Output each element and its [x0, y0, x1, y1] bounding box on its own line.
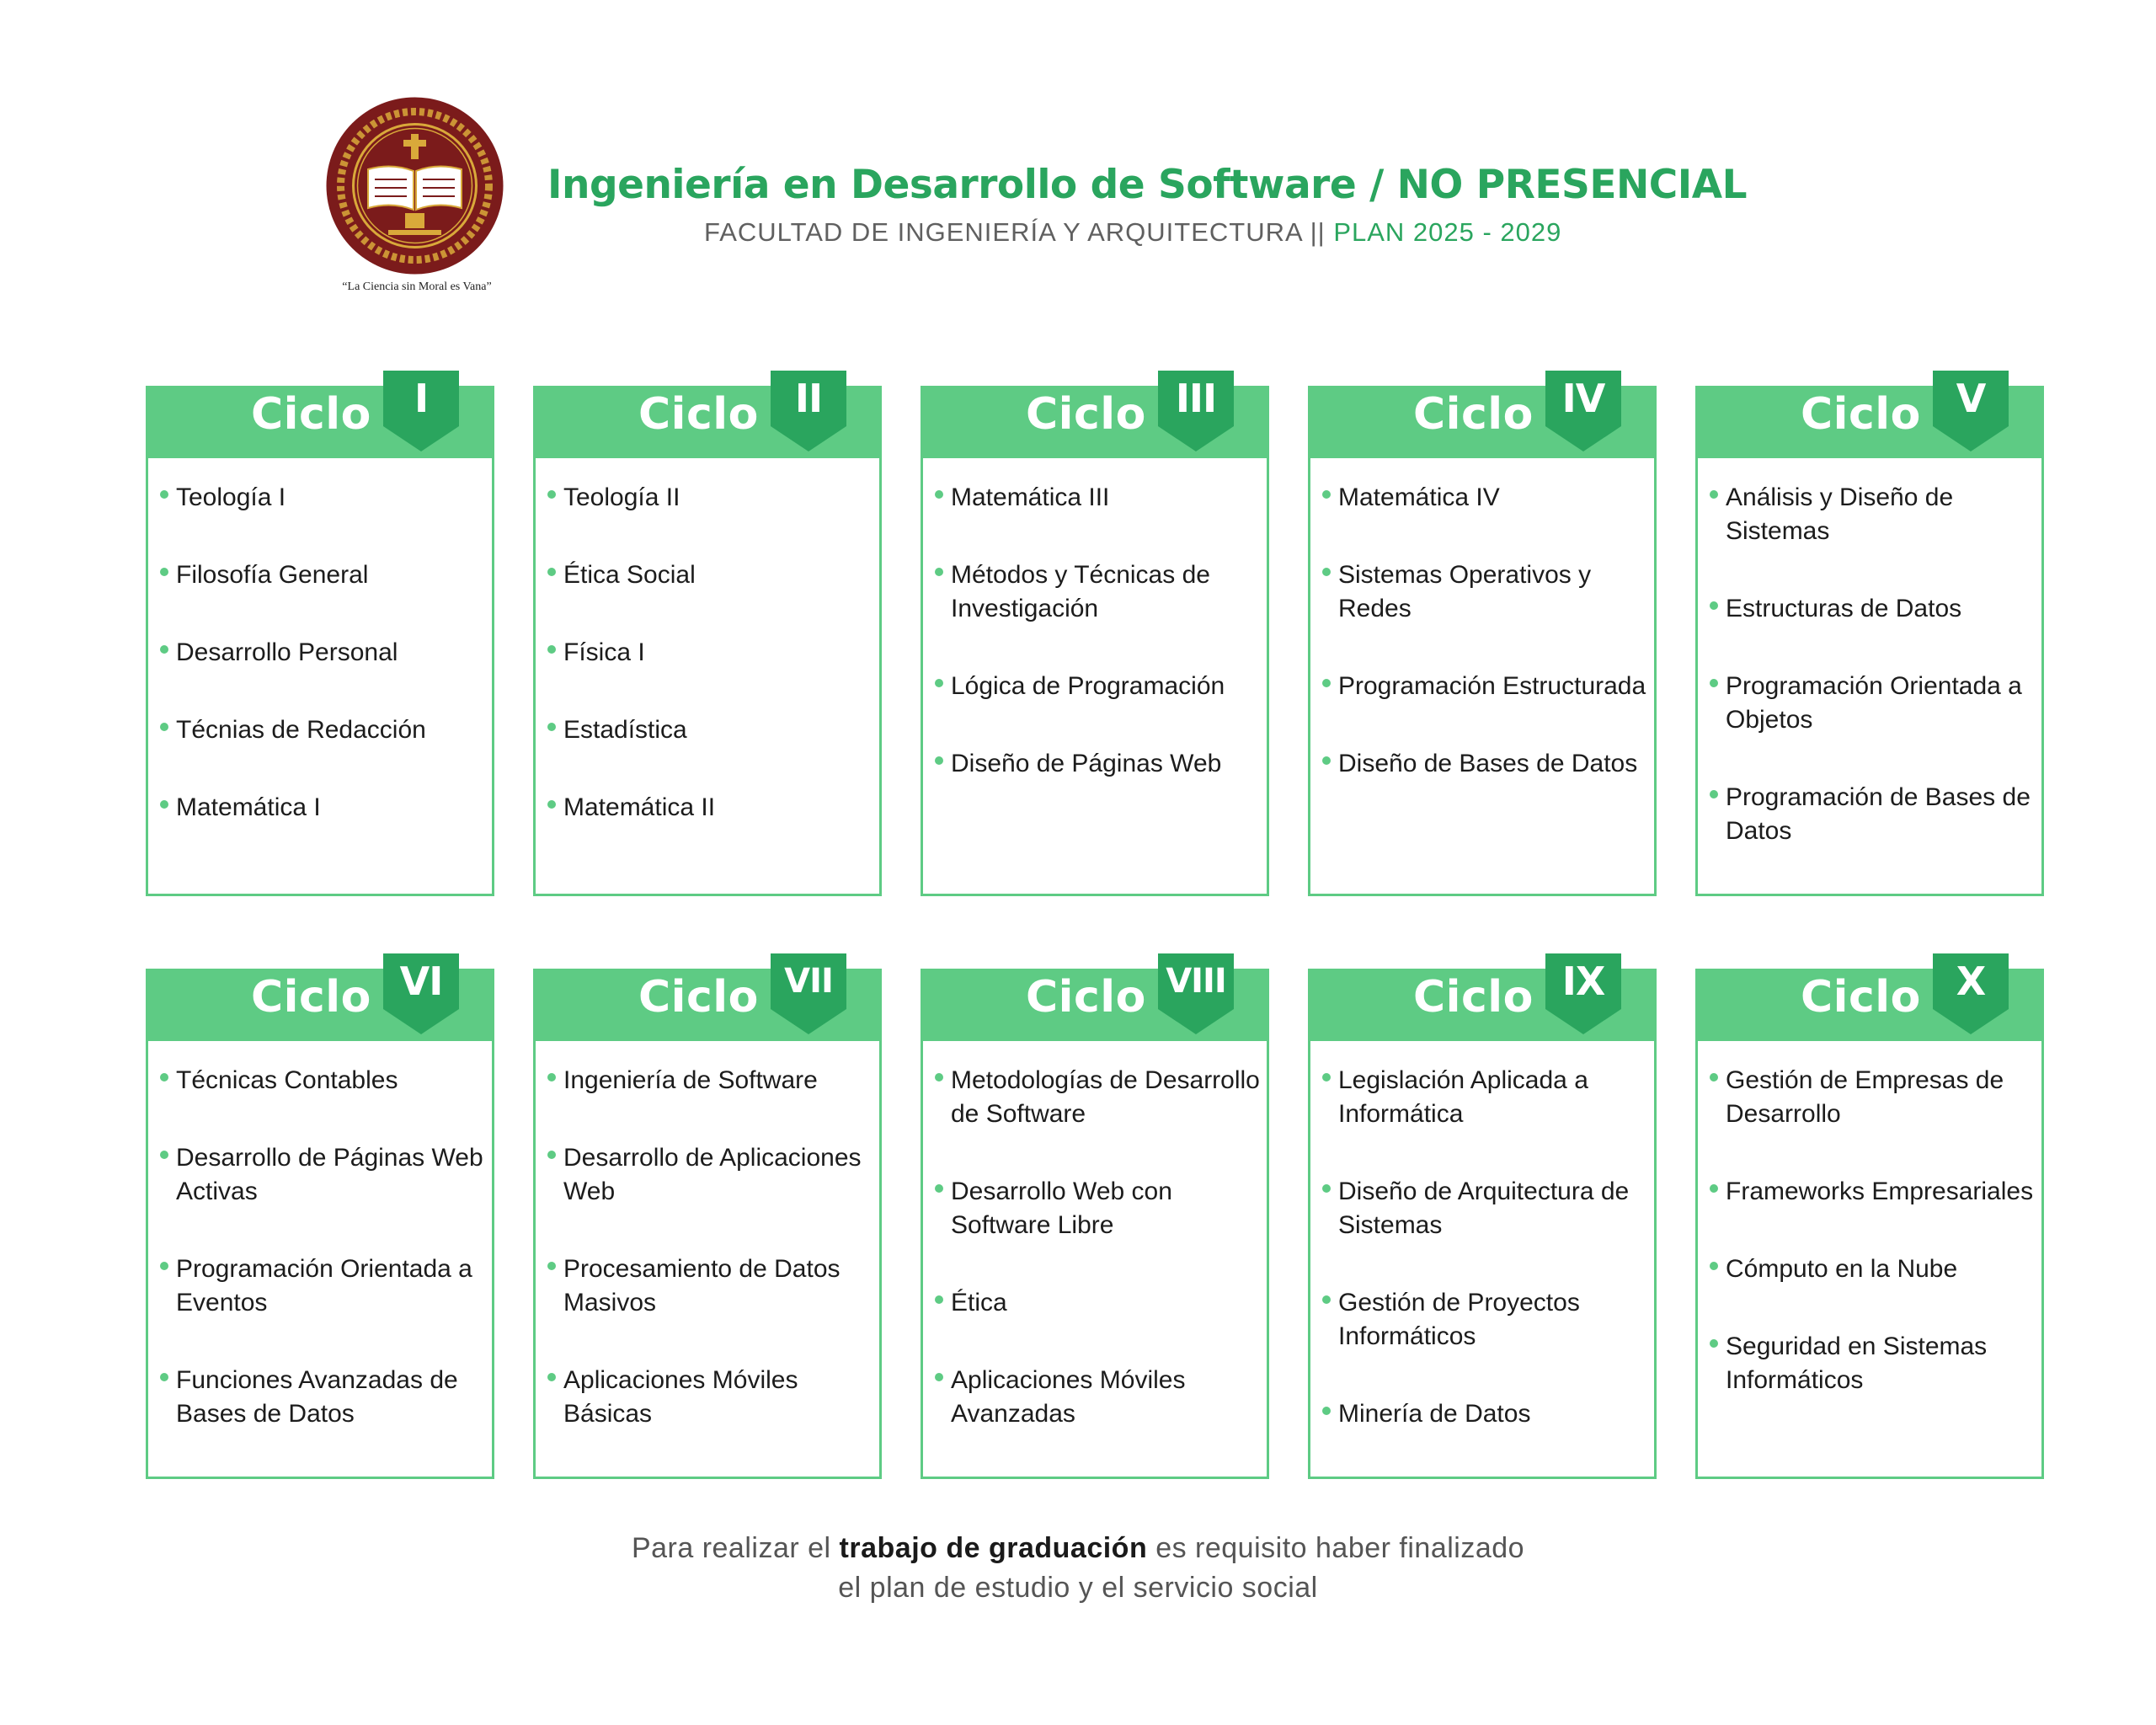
cycle-number: I [414, 376, 429, 421]
course-list [1707, 481, 2040, 892]
cycle-label: Ciclo [1026, 972, 1146, 1023]
cycle-card-1 [146, 376, 494, 896]
course-item: Desarrollo Web con Software Libre [932, 1175, 1265, 1242]
course-item: Desarrollo de Páginas Web Activas [157, 1141, 490, 1209]
cycle-card-3 [921, 376, 1269, 896]
course-item: Sistemas Operativos y Redes [1320, 558, 1652, 626]
course-list [1320, 1064, 1652, 1475]
graduation-note-line2: el plan de estudio y el servicio social [838, 1572, 1318, 1604]
cycle-card-4 [1308, 376, 1657, 896]
course-item: Estructuras de Datos [1707, 592, 2040, 626]
course-item: Ética [932, 1286, 1265, 1320]
course-item: Diseño de Bases de Datos [1320, 747, 1652, 781]
cycle-number: II [794, 376, 823, 421]
university-seal-logo [324, 95, 505, 276]
cycle-card-5 [1695, 376, 2044, 896]
cycle-label: Ciclo [1413, 389, 1534, 440]
course-item: Minería de Datos [1320, 1397, 1652, 1431]
course-item: Programación Orientada a Eventos [157, 1252, 490, 1320]
course-item: Metodologías de Desarrollo de Software [932, 1064, 1265, 1131]
cycle-label: Ciclo [1026, 389, 1146, 440]
faculty-label: FACULTAD DE INGENIERÍA Y ARQUITECTURA || [704, 217, 1326, 247]
cycle-label: Ciclo [251, 972, 371, 1023]
course-item: Física I [545, 636, 878, 670]
course-item: Matemática I [157, 791, 490, 825]
course-item: Aplicaciones Móviles Básicas [545, 1364, 878, 1431]
course-item: Desarrollo de Aplicaciones Web [545, 1141, 878, 1209]
course-item: Matemática II [545, 791, 878, 825]
cycle-number: IV [1561, 376, 1605, 421]
cycle-card-9 [1308, 959, 1657, 1479]
course-item: Desarrollo Personal [157, 636, 490, 670]
plan-label: PLAN 2025 - 2029 [1333, 217, 1562, 247]
cycle-number: V [1956, 376, 1986, 421]
course-item: Ingeniería de Software [545, 1064, 878, 1097]
course-item: Programación de Bases de Datos [1707, 781, 2040, 848]
course-item: Frameworks Empresariales [1707, 1175, 2040, 1209]
course-item: Legislación Aplicada a Informática [1320, 1064, 1652, 1131]
course-item: Técnias de Redacción [157, 713, 490, 747]
cycle-card-6 [146, 959, 494, 1479]
course-item: Métodos y Técnicas de Investigación [932, 558, 1265, 626]
cycle-card-10 [1695, 959, 2044, 1479]
cycle-number: III [1175, 376, 1217, 421]
course-list [545, 1064, 878, 1475]
cycle-card-7 [533, 962, 882, 1479]
cycle-number: VII [784, 962, 833, 1001]
course-item: Programación Estructurada [1320, 670, 1652, 703]
course-list [157, 481, 490, 868]
cycle-label: Ciclo [1413, 972, 1534, 1023]
course-item: Funciones Avanzadas de Bases de Datos [157, 1364, 490, 1431]
course-item: Diseño de Páginas Web [932, 747, 1265, 781]
course-item: Teología I [157, 481, 490, 515]
cycle-label: Ciclo [638, 972, 759, 1023]
cycle-label: Ciclo [1801, 389, 1921, 440]
cycle-label: Ciclo [638, 389, 759, 440]
page-subtitle [704, 217, 1799, 248]
cycle-card-8 [921, 962, 1269, 1479]
course-item: Procesamiento de Datos Masivos [545, 1252, 878, 1320]
course-item: Teología II [545, 481, 878, 515]
course-item: Gestión de Empresas de Desarrollo [1707, 1064, 2040, 1131]
cycle-label: Ciclo [251, 389, 371, 440]
note-text: Para realizar el [631, 1532, 831, 1564]
course-item: Estadística [545, 713, 878, 747]
cycle-label: Ciclo [1801, 972, 1921, 1023]
course-item: Gestión de Proyectos Informáticos [1320, 1286, 1652, 1354]
cycle-number: VI [399, 959, 443, 1004]
course-item: Análisis y Diseño de Sistemas [1707, 481, 2040, 548]
course-item: Matemática III [932, 481, 1265, 515]
course-list [545, 481, 878, 868]
cycle-number: VIII [1166, 962, 1226, 1001]
course-item: Diseño de Arquitectura de Sistemas [1320, 1175, 1652, 1242]
graduation-note [0, 1529, 2156, 1608]
cycle-number: X [1956, 959, 1986, 1004]
course-list [932, 481, 1265, 825]
note-text: es requisito haber finalizado [1155, 1532, 1525, 1564]
course-list [932, 1064, 1265, 1475]
university-motto: “La Ciencia sin Moral es Vana” [342, 280, 492, 293]
course-item: Programación Orientada a Objetos [1707, 670, 2040, 737]
course-item: Filosofía General [157, 558, 490, 592]
course-item: Matemática IV [1320, 481, 1652, 515]
course-list [1320, 481, 1652, 825]
course-list [1707, 1064, 2040, 1441]
course-item: Técnicas Contables [157, 1064, 490, 1097]
course-item: Lógica de Programación [932, 670, 1265, 703]
course-item: Ética Social [545, 558, 878, 592]
graduation-note-line1 [0, 1529, 2156, 1568]
course-item: Aplicaciones Móviles Avanzadas [932, 1364, 1265, 1431]
page-title: Ingeniería en Desarrollo de Software / NO PRESENCIAL [547, 162, 1748, 208]
course-item: Cómputo en la Nube [1707, 1252, 2040, 1286]
note-emphasis: trabajo de graduación [839, 1532, 1148, 1564]
cycle-card-2 [533, 376, 882, 896]
course-item: Seguridad en Sistemas Informáticos [1707, 1330, 2040, 1397]
cycle-number: IX [1561, 959, 1605, 1004]
course-list [157, 1064, 490, 1475]
